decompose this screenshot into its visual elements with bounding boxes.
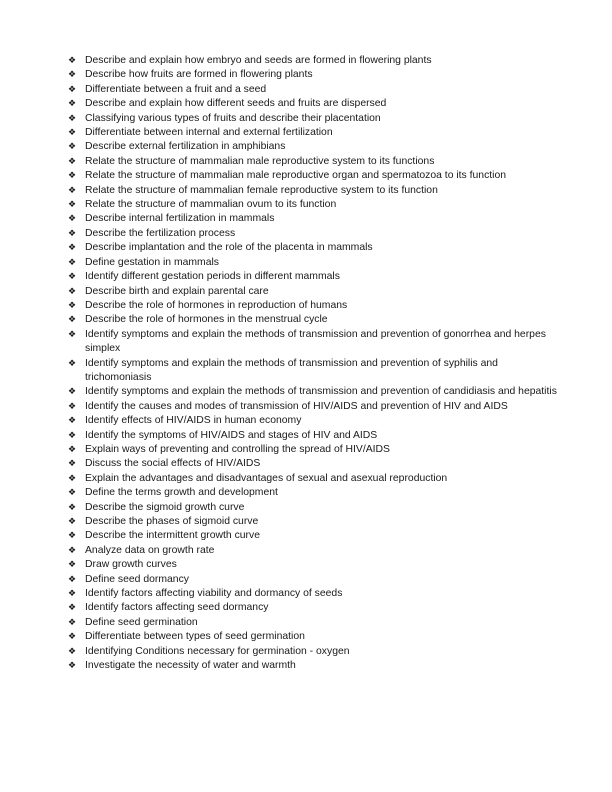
four-diamond-bullet-icon: ❖ (68, 185, 77, 196)
list-item-text: Identify effects of HIV/AIDS in human economy (85, 415, 302, 427)
list-item-text: Describe birth and explain parental care (85, 285, 269, 297)
four-diamond-bullet-icon: ❖ (68, 617, 77, 628)
learning-objectives-list (68, 54, 563, 673)
list-item (68, 357, 563, 386)
four-diamond-bullet-icon: ❖ (68, 459, 77, 470)
list-item-text: Describe external fertilization in amphibians (85, 141, 286, 153)
list-item (68, 169, 563, 183)
four-diamond-bullet-icon: ❖ (68, 113, 77, 124)
list-item (68, 198, 563, 212)
list-item-text: Describe the phases of sigmoid curve (85, 516, 259, 527)
four-diamond-bullet-icon: ❖ (68, 661, 77, 672)
list-item (68, 313, 563, 327)
list-item (68, 515, 563, 529)
list-item (68, 270, 563, 284)
list-item-text: Describe and explain how embryo and seeds are formed in flowering plants (85, 55, 432, 66)
list-item (68, 414, 563, 428)
list-item (68, 212, 563, 226)
list-item (68, 544, 563, 558)
list-item (68, 126, 563, 140)
four-diamond-bullet-icon: ❖ (68, 560, 77, 571)
four-diamond-bullet-icon: ❖ (68, 99, 77, 110)
list-item (68, 68, 563, 82)
list-item-text: Relate the structure of mammalian male reproductive organ and spermatozoa to its function (85, 170, 507, 182)
list-item (68, 227, 563, 241)
list-item (68, 97, 563, 111)
list-item (68, 472, 563, 486)
four-diamond-bullet-icon: ❖ (68, 632, 77, 643)
list-item-text: Differentiate between internal and external fertilization (85, 127, 333, 139)
list-item (68, 645, 563, 659)
list-item-text: Relate the structure of mammalian female reproductive system to its function (85, 184, 438, 196)
list-item-text: Explain ways of preventing and controlling the spread of HIV/AIDS (85, 443, 390, 455)
list-item (68, 486, 563, 500)
list-item (68, 443, 563, 457)
list-item-text: Identify symptoms and explain the methods of transmission and prevention of candidiasis and hepatitis (85, 386, 557, 398)
list-item (68, 256, 563, 270)
four-diamond-bullet-icon: ❖ (68, 70, 77, 81)
four-diamond-bullet-icon: ❖ (68, 646, 77, 657)
four-diamond-bullet-icon: ❖ (68, 228, 77, 239)
four-diamond-bullet-icon: ❖ (68, 387, 77, 398)
four-diamond-bullet-icon: ❖ (68, 272, 77, 283)
list-item-text: Identify symptoms and explain the methods of transmission and prevention of syphilis and trichomoniasis (85, 357, 498, 383)
four-diamond-bullet-icon: ❖ (68, 214, 77, 225)
four-diamond-bullet-icon: ❖ (68, 473, 77, 484)
list-item-text: Identify factors affecting viability and dormancy of seeds (85, 588, 343, 600)
list-item-text: Define seed germination (85, 616, 198, 628)
list-item-text: Differentiate between a fruit and a seed (85, 83, 267, 95)
list-item (68, 573, 563, 587)
list-item-text: Define seed dormancy (85, 573, 189, 585)
list-item-text: Identify factors affecting seed dormancy (85, 602, 269, 614)
four-diamond-bullet-icon: ❖ (68, 329, 77, 340)
four-diamond-bullet-icon: ❖ (68, 156, 77, 167)
list-item (68, 529, 563, 543)
list-item-text: Explain the advantages and disadvantages of sexual and asexual reproduction (85, 472, 448, 484)
four-diamond-bullet-icon: ❖ (68, 502, 77, 513)
list-item-text: Describe and explain how different seeds and fruits are dispersed (85, 98, 387, 110)
list-item (68, 112, 563, 126)
list-item-text: Identify the causes and modes of transmission of HIV/AIDS and prevention of HIV and AIDS (85, 400, 508, 412)
four-diamond-bullet-icon: ❖ (68, 401, 77, 412)
four-diamond-bullet-icon: ❖ (68, 545, 77, 556)
four-diamond-bullet-icon: ❖ (68, 531, 77, 542)
four-diamond-bullet-icon: ❖ (68, 128, 77, 139)
list-item (68, 299, 563, 313)
four-diamond-bullet-icon: ❖ (68, 444, 77, 455)
four-diamond-bullet-icon: ❖ (68, 574, 77, 585)
four-diamond-bullet-icon: ❖ (68, 257, 77, 268)
list-item (68, 155, 563, 169)
four-diamond-bullet-icon: ❖ (68, 142, 77, 153)
list-item (68, 558, 563, 572)
list-item (68, 328, 563, 357)
list-item-text: Describe the role of hormones in reproduction of humans (85, 299, 348, 311)
four-diamond-bullet-icon: ❖ (68, 243, 77, 254)
list-item (68, 400, 563, 414)
four-diamond-bullet-icon: ❖ (68, 286, 77, 297)
list-item (68, 285, 563, 299)
list-item (68, 587, 563, 601)
list-item (68, 501, 563, 515)
four-diamond-bullet-icon: ❖ (68, 517, 77, 527)
four-diamond-bullet-icon: ❖ (68, 358, 77, 369)
four-diamond-bullet-icon: ❖ (68, 603, 77, 614)
list-item-text: Investigate the necessity of water and warmth (85, 660, 296, 672)
list-item-text: Identifying Conditions necessary for germination - oxygen (85, 645, 350, 657)
list-item (68, 630, 563, 644)
four-diamond-bullet-icon: ❖ (68, 84, 77, 95)
list-item-text: Identify the symptoms of HIV/AIDS and stages of HIV and AIDS (85, 429, 378, 441)
list-item (68, 601, 563, 615)
list-item-text: Describe the intermittent growth curve (85, 530, 260, 542)
list-item (68, 385, 563, 399)
list-item-text: Describe the role of hormones in the menstrual cycle (85, 314, 328, 326)
list-item (68, 184, 563, 198)
list-item-text: Relate the structure of mammalian ovum to its function (85, 199, 337, 211)
list-item-text: Describe internal fertilization in mammals (85, 213, 275, 225)
four-diamond-bullet-icon: ❖ (68, 200, 77, 211)
four-diamond-bullet-icon: ❖ (68, 171, 77, 182)
four-diamond-bullet-icon: ❖ (68, 315, 77, 326)
list-item-text: Describe the sigmoid growth curve (85, 501, 245, 513)
list-item (68, 83, 563, 97)
four-diamond-bullet-icon: ❖ (68, 488, 77, 499)
list-item-text: Define the terms growth and development (85, 487, 278, 499)
four-diamond-bullet-icon: ❖ (68, 56, 77, 66)
four-diamond-bullet-icon: ❖ (68, 416, 77, 427)
list-item-text: Describe the fertilization process (85, 227, 236, 239)
list-item (68, 54, 563, 68)
list-item-text: Describe implantation and the role of the placenta in mammals (85, 242, 373, 254)
list-item (68, 241, 563, 255)
four-diamond-bullet-icon: ❖ (68, 430, 77, 441)
list-item (68, 659, 563, 673)
four-diamond-bullet-icon: ❖ (68, 300, 77, 311)
list-item-text: Differentiate between types of seed germination (85, 631, 305, 643)
list-item-text: Identify different gestation periods in different mammals (85, 271, 340, 283)
list-item (68, 140, 563, 154)
four-diamond-bullet-icon: ❖ (68, 589, 77, 600)
list-item-text: Classifying various types of fruits and describe their placentation (85, 112, 381, 124)
list-item-text: Analyze data on growth rate (85, 544, 215, 556)
list-item-text: Discuss the social effects of HIV/AIDS (85, 458, 261, 470)
list-item (68, 429, 563, 443)
list-item (68, 616, 563, 630)
list-item-text: Relate the structure of mammalian male reproductive system to its functions (85, 155, 435, 167)
list-item-text: Define gestation in mammals (85, 256, 219, 268)
list-item-text: Draw growth curves (85, 559, 177, 571)
list-item (68, 457, 563, 471)
list-item-text: Describe how fruits are formed in flowering plants (85, 69, 313, 81)
list-item-text: Identify symptoms and explain the methods of transmission and prevention of gonorrhea and herpes simplex (85, 328, 546, 355)
